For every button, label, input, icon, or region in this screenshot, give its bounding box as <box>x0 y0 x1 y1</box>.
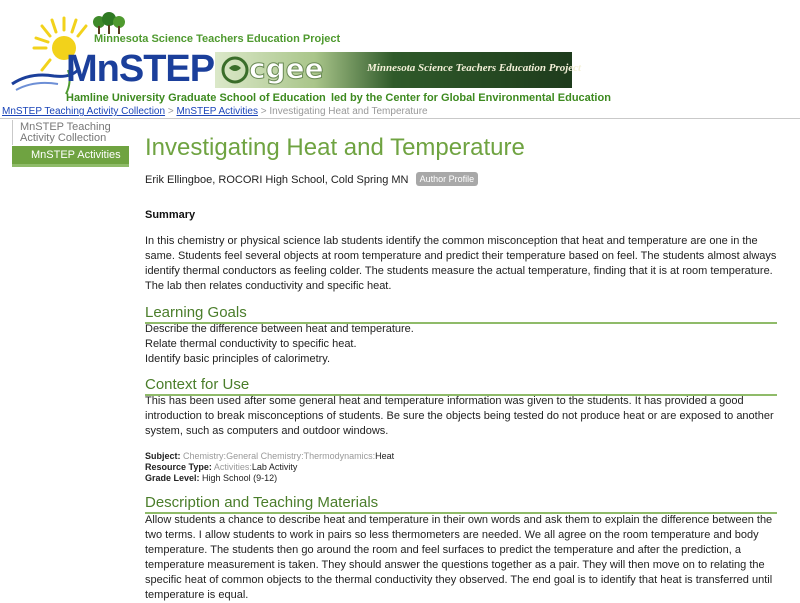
context-heading: Context for Use <box>145 376 777 396</box>
resource-type-row: Resource Type: Activities:Lab Activity <box>145 462 298 472</box>
cgee-banner[interactable] <box>215 52 582 88</box>
breadcrumb-current: Investigating Heat and Temperature <box>269 106 428 117</box>
subject-label: Subject: <box>145 451 181 461</box>
description-heading: Description and Teaching Materials <box>145 494 777 514</box>
breadcrumb-link-activities[interactable]: MnSTEP Activities <box>176 106 258 117</box>
resource-type-label: Resource Type: <box>145 462 212 472</box>
author-name: Erik Ellingboe, ROCORI High School, Cold Spring MN <box>145 174 409 186</box>
description-text: Allow students a chance to describe heat and temperature in their own words and ask them to explain the difference between the two terms. I allow students to work in pairs so less thermometers are needed. We all agree on the room temperature and body temperature. The students then go around the room and feel surfaces to predict the temperature and after the prediction, a temperature measurement is taken. They should answer the questions together as a pair. They will then move on to relating the specific heat of common objects to the thermal conductivity they observed. The end goal is to identify that heat is transferred until temperature is equal. <box>145 514 773 601</box>
header-divider <box>0 118 800 119</box>
subject-link[interactable]: General Chemistry <box>226 451 302 461</box>
resource-type-link[interactable]: Activities <box>213 462 250 472</box>
subject-link[interactable]: Chemistry <box>183 451 224 461</box>
list-item: Describe the difference between heat and temperature. <box>145 323 414 335</box>
summary-heading: Summary <box>145 209 196 221</box>
grade-level-label: Grade Level: <box>145 473 200 483</box>
mnstep-logo[interactable]: MnSTEP <box>66 48 215 90</box>
author-line <box>145 172 478 186</box>
hamline-caption: Hamline University Graduate School of Education <box>66 92 326 104</box>
subject-leaf[interactable]: Heat <box>375 451 395 461</box>
globe-icon <box>221 56 249 84</box>
context-text: This has been used after some general heat and temperature information was given to the students. It has provided a good introduction to break misconceptions of students. Be sure the objects being tested do not produce heat or are exposed to another system, such as computers and outdoor windows. <box>145 395 774 437</box>
cgee-logo: cgee <box>249 52 324 85</box>
sidebar-item-activities[interactable]: MnSTEP Activities <box>12 146 129 167</box>
list-item: Relate thermal conductivity to specific heat. <box>145 338 357 350</box>
resource-type-leaf[interactable]: Lab Activity <box>251 462 298 472</box>
sidebar-item-collection[interactable]: MnSTEP Teaching Activity Collection <box>12 120 129 145</box>
mnstep-project-name: Minnesota Science Teachers Education Project <box>94 33 341 45</box>
cgee-tagline: Minnesota Science Teachers Education Project <box>367 62 582 74</box>
site-banner <box>0 0 800 106</box>
grade-level-row <box>145 473 394 484</box>
list-item: Identify basic principles of calorimetry. <box>145 353 331 365</box>
grade-level-value: High School (9-12) <box>202 473 278 483</box>
breadcrumb-link-collection[interactable]: MnSTEP Teaching Activity Collection <box>2 106 166 117</box>
subject-link[interactable]: Thermodynamics <box>303 451 373 461</box>
page-title: Investigating Heat and Temperature <box>145 134 525 161</box>
summary-text: In this chemistry or physical science lab students identify the common misconception that heat and temperature are one in the same. Students feel several objects at room temperature and predict their temperature based on feel. The students almost always identify thermal conductors as feeling colder. The students measure the actual temperature, finding that it is at room temperature. The lab then relates conductivity and specific heat. <box>145 235 777 292</box>
breadcrumb-separator: > <box>260 106 267 117</box>
learning-goals-list <box>145 322 414 367</box>
learning-goals-heading: Learning Goals <box>145 304 777 324</box>
cgee-led-by: led by the Center for Global Environmental Education <box>331 92 611 104</box>
sidebar <box>12 120 129 167</box>
author-profile-button[interactable]: Author Profile <box>416 172 479 186</box>
resource-metadata <box>145 451 394 484</box>
breadcrumb-separator: > <box>167 106 174 117</box>
breadcrumb <box>2 106 428 118</box>
subject-row: Subject: Chemistry:General Chemistry:Thermodynamics:Heat <box>145 451 395 461</box>
